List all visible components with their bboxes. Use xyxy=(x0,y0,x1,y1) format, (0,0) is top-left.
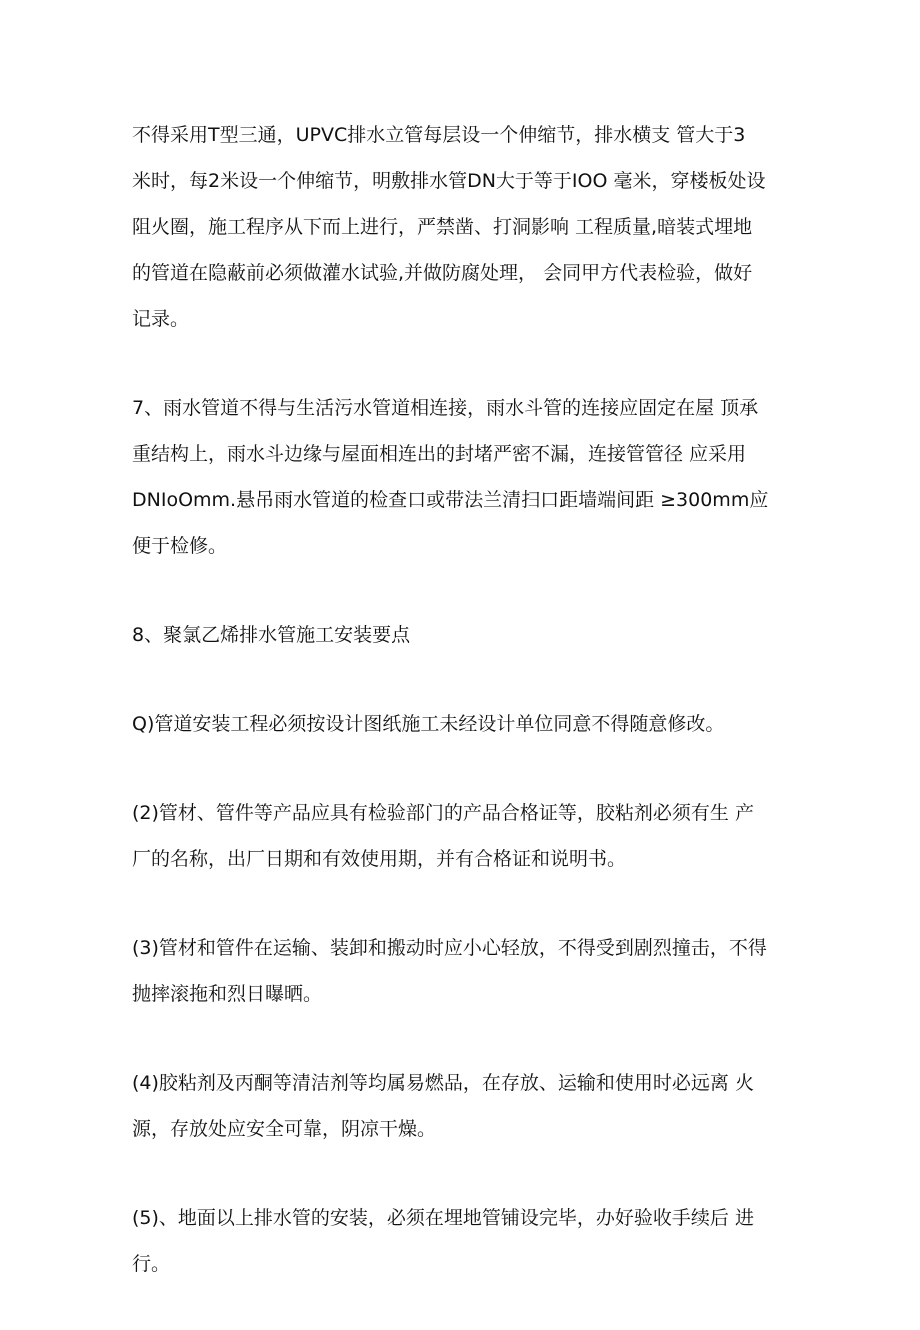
text-line: 的管道在隐蔽前必须做灌水试验,并做防腐处理， 会同甲方代表检验，做好 xyxy=(132,262,753,284)
text-line: 厂的名称，出厂日期和有效使用期，并有合格证和说明书。 xyxy=(132,848,627,870)
text-line: 8、聚氯乙烯排水管施工安装要点 xyxy=(132,624,411,646)
paragraph-point-4 xyxy=(132,1060,796,1152)
text-line: 7、雨水管道不得与生活污水管道相连接，雨水斗管的连接应固定在屋 顶承 xyxy=(132,397,759,419)
paragraph-point-3 xyxy=(132,925,796,1017)
paragraph-drainage-joints xyxy=(132,112,796,342)
document-body xyxy=(132,112,796,1330)
text-line: 不得采用T型三通，UPVC排水立管每层设一个伸缩节，排水横支 管大于3 xyxy=(132,124,746,146)
text-line: 抛摔滚拖和烈日曝晒。 xyxy=(132,983,323,1005)
text-line: 重结构上，雨水斗边缘与屋面相连出的封堵严密不漏，连接管管径 应采用 xyxy=(132,443,747,465)
text-line: (3)管材和管件在运输、装卸和搬动时应小心轻放，不得受到剧烈撞击，不得 xyxy=(132,937,767,959)
paragraph-point-5 xyxy=(132,1195,796,1287)
text-line: 便于检修。 xyxy=(132,535,228,557)
paragraph-point-1 xyxy=(132,701,796,747)
paragraph-item-8-heading xyxy=(132,612,796,658)
paragraph-point-2 xyxy=(132,790,796,882)
text-line: 阻火圈，施工程序从下而上进行，严禁凿、打洞影响 工程质量,暗装式埋地 xyxy=(132,216,753,238)
text-line: 记录。 xyxy=(132,308,190,330)
text-line: 源，存放处应安全可靠，阴凉干燥。 xyxy=(132,1118,437,1140)
text-line: (2)管材、管件等产品应具有检验部门的产品合格证等，胶粘剂必须有生 产 xyxy=(132,802,754,824)
text-line: 行。 xyxy=(132,1253,171,1275)
paragraph-item-7-rainwater xyxy=(132,385,796,569)
text-line: 米时，每2米设一个伸缩节，明敷排水管DN大于等于IOO 毫米，穿楼板处设 xyxy=(132,170,766,192)
text-line: Q)管道安装工程必须按设计图纸施工未经设计单位同意不得随意修改。 xyxy=(132,713,725,735)
text-line: (4)胶粘剂及丙酮等清洁剂等均属易燃品，在存放、运输和使用时必远离 火 xyxy=(132,1072,754,1094)
text-line: DNIoOmm.悬吊雨水管道的检查口或带法兰清扫口距墙端间距 ≥300mm应 xyxy=(132,489,769,511)
text-line: (5)、地面以上排水管的安装，必须在埋地管铺设完毕，办好验收手续后 进 xyxy=(132,1207,754,1229)
